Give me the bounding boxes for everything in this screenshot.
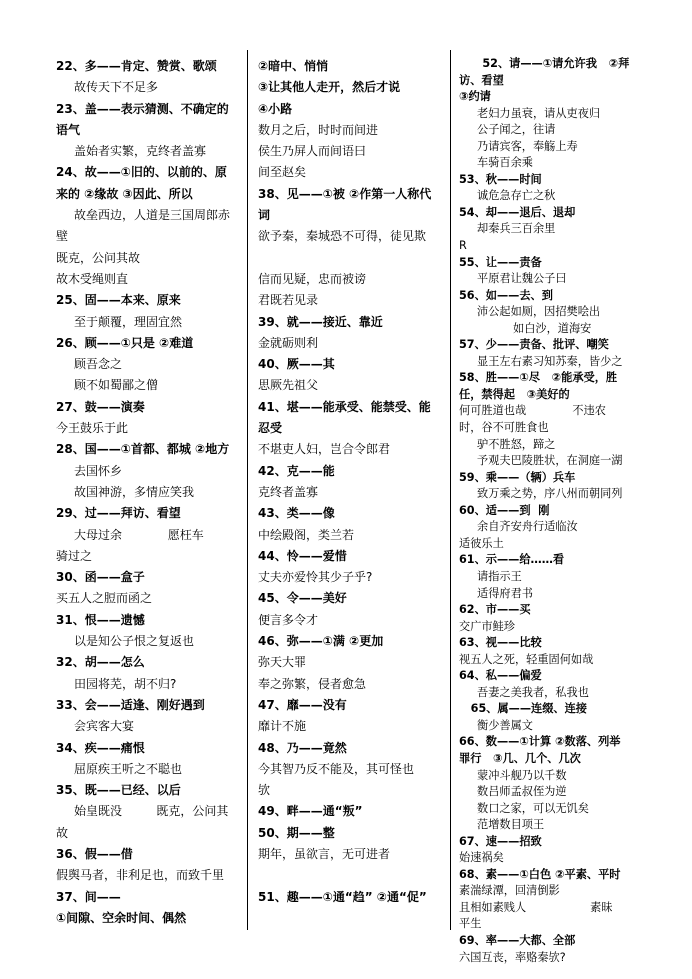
entry-heading: 27、鼓——演奏 bbox=[56, 399, 145, 414]
example-sentence: 如白沙，道海安 bbox=[513, 321, 592, 335]
entry-heading: 58、胜——①尽 ②能承受，胜 bbox=[459, 371, 618, 385]
entry-heading: 59、乘——（辆）兵车 bbox=[459, 470, 576, 484]
example-sentence: 适彼乐土 bbox=[459, 536, 504, 550]
entry-heading: 62、市——买 bbox=[459, 603, 531, 617]
entry-heading: 26、顾——①只是 ②难道 bbox=[56, 335, 194, 350]
example-sentence: 间至赵矣 bbox=[258, 165, 307, 180]
entry-heading: 访、看望 bbox=[459, 73, 504, 87]
entry-heading: 罪行 ③几、几个、几次 bbox=[459, 751, 581, 765]
entry-heading: 25、固——本来、原来 bbox=[56, 293, 181, 308]
entry-heading: 23、盖——表示猜测、不确定的 bbox=[56, 101, 229, 116]
entry-heading: 47、靡——没有 bbox=[258, 697, 347, 712]
example-sentence: 余自齐安舟行适临汝 bbox=[477, 520, 578, 534]
example-sentence: 衡少善属文 bbox=[477, 718, 533, 732]
example-sentence: 既克，公问其故 bbox=[56, 250, 141, 265]
column-right bbox=[459, 56, 643, 966]
example-sentence: 公子闻之，往请 bbox=[477, 123, 556, 137]
example-sentence: 今王鼓乐于此 bbox=[56, 421, 129, 436]
example-sentence: R bbox=[459, 239, 467, 253]
example-sentence: 便言多令才 bbox=[258, 612, 319, 627]
example-sentence: 中绘殿阁，类兰若 bbox=[258, 527, 355, 542]
entry-heading: 46、弥——①满 ②更加 bbox=[258, 634, 384, 649]
example-sentence: 去国怀乡 bbox=[74, 463, 123, 478]
example-sentence: 会宾客大宴 bbox=[74, 719, 135, 734]
example-sentence: 平原君让魏公子曰 bbox=[477, 272, 567, 286]
entry-heading: 来的 ②缘故 ③因此、所以 bbox=[56, 186, 193, 201]
entry-heading: ③约请 bbox=[459, 90, 491, 104]
entry-heading: 33、会——适逢、刚好遇到 bbox=[56, 697, 205, 712]
entry-heading: 44、怜——爱惜 bbox=[258, 548, 347, 563]
example-sentence: 弥天大罪 bbox=[258, 655, 307, 670]
example-sentence: 且相如素贱人 素昧 bbox=[459, 900, 613, 914]
example-sentence: 故木受绳则直 bbox=[56, 271, 129, 286]
example-sentence: 以是知公子恨之复返也 bbox=[74, 634, 195, 649]
example-sentence: 金就砺则利 bbox=[258, 335, 319, 350]
example-sentence: 诚危急存亡之秋 bbox=[477, 189, 556, 203]
example-sentence: 克终者盖寡 bbox=[258, 484, 319, 499]
example-sentence: 故国神游，多情应笑我 bbox=[74, 484, 195, 499]
entry-heading: 61、示——给……看 bbox=[459, 553, 565, 567]
entry-heading: 67、速——招致 bbox=[459, 834, 542, 848]
example-sentence: 故垒西边，人道是三国周郎赤 bbox=[74, 208, 231, 223]
example-sentence: 蒙冲斗舰乃以千数 bbox=[477, 768, 567, 782]
example-sentence: 吾妻之美我者，私我也 bbox=[477, 685, 589, 699]
entry-heading: 55、让——责备 bbox=[459, 255, 542, 269]
example-sentence: 今其智乃反不能及，其可怪也 bbox=[258, 761, 415, 776]
example-sentence: 靡计不施 bbox=[258, 719, 307, 734]
example-sentence: 奉之弥繁，侵者愈急 bbox=[258, 676, 367, 691]
example-sentence: 致万乘之势，序八州而朝同列 bbox=[477, 487, 623, 501]
entry-heading: 任，禁得起 ③美好的 bbox=[459, 387, 570, 401]
entry-heading: 35、既——已经、以后 bbox=[56, 783, 181, 798]
example-sentence: 何可胜道也哉 不违农 bbox=[459, 404, 606, 418]
entry-heading: 22、多——肯定、赞赏、歌颂 bbox=[56, 59, 217, 73]
column-divider-right bbox=[450, 50, 451, 930]
example-sentence: 大母过余 愿枉车 bbox=[74, 527, 204, 542]
entry-heading: 32、胡——怎么 bbox=[56, 655, 145, 670]
entry-heading: 30、函——盒子 bbox=[56, 570, 145, 585]
entry-heading: 40、厥——其 bbox=[258, 357, 335, 372]
entry-heading: 54、却——退后、退却 bbox=[459, 205, 576, 219]
entry-heading: 64、私——偏爱 bbox=[459, 669, 542, 683]
example-sentence: 期年，虽欲言，无可进者 bbox=[258, 846, 391, 861]
example-sentence: 老妇力虽衰，请从吏夜归 bbox=[477, 106, 601, 120]
example-sentence: 素湍绿潭，回清倒影 bbox=[459, 884, 560, 898]
example-sentence: 屈原疾王听之不聪也 bbox=[74, 761, 183, 776]
example-sentence: 车骑百余乘 bbox=[477, 156, 533, 170]
example-sentence: 驴不胜怒，蹄之 bbox=[477, 437, 556, 451]
example-sentence: 顾吾念之 bbox=[74, 357, 123, 372]
example-sentence bbox=[258, 865, 444, 886]
entry-heading: 34、疾——痛恨 bbox=[56, 740, 145, 755]
column-divider-left bbox=[247, 50, 248, 930]
column-left bbox=[56, 56, 242, 929]
entry-heading: 51、趣——①通“趋” ②通“促” bbox=[258, 889, 427, 904]
example-sentence: 视五人之死，轻重固何如哉 bbox=[459, 652, 594, 666]
entry-heading: 29、过——拜访、看望 bbox=[56, 506, 181, 521]
entry-heading: 43、类——像 bbox=[258, 506, 335, 521]
column-middle bbox=[258, 56, 444, 908]
example-sentence: 不堪吏人妇，岂合令郎君 bbox=[258, 442, 391, 457]
entry-heading: 53、秋——时间 bbox=[459, 172, 542, 186]
entry-heading: 50、期——整 bbox=[258, 825, 335, 840]
entry-heading: 38、见——①被 ②作第一人称代 bbox=[258, 186, 432, 201]
entry-heading: 66、数——①计算 ②数落、列举 bbox=[459, 735, 621, 749]
example-sentence: 平生 bbox=[459, 917, 482, 931]
entry-heading: 52、请——①请允许我 ②拜 bbox=[459, 57, 630, 70]
example-sentence: 田园将芜，胡不归? bbox=[74, 676, 177, 691]
example-sentence: 交广市鲑珍 bbox=[459, 619, 515, 633]
example-sentence: 始皇既没 既克，公问其 bbox=[74, 804, 229, 819]
entry-heading: 49、畔——通“叛” bbox=[258, 804, 363, 819]
example-sentence: 却秦兵三百余里 bbox=[477, 222, 556, 236]
entry-heading: 词 bbox=[258, 208, 271, 223]
entry-heading: 24、故——①旧的、以前的、原 bbox=[56, 165, 227, 180]
example-sentence: 数口之家，可以无饥矣 bbox=[477, 801, 589, 815]
example-sentence: 始速祸矣 bbox=[459, 851, 504, 865]
example-sentence: 至于颠覆，理固宜然 bbox=[74, 314, 183, 329]
example-sentence: 六国互丧，率赂秦欤? bbox=[459, 950, 566, 964]
example-sentence bbox=[258, 248, 444, 269]
example-sentence: 显王左右素习知苏秦，皆少之 bbox=[477, 354, 623, 368]
entry-heading: ①间隙、空余时间、偶然 bbox=[56, 910, 187, 925]
entry-heading: 42、克——能 bbox=[258, 463, 335, 478]
example-sentence: 适得府君书 bbox=[477, 586, 533, 600]
entry-heading: ②暗中、悄悄 bbox=[258, 59, 329, 73]
example-sentence: 乃请宾客，奉觞上寿 bbox=[477, 139, 578, 153]
example-sentence: 故 bbox=[56, 825, 69, 840]
example-sentence: 沛公起如厕，因招樊哙出 bbox=[477, 305, 601, 319]
entry-heading: 31、恨——遗憾 bbox=[56, 612, 145, 627]
entry-heading: ④小路 bbox=[258, 101, 293, 116]
entry-heading: 36、假——借 bbox=[56, 846, 133, 861]
example-sentence: 予观夫巴陵胜状，在洞庭一湖 bbox=[477, 454, 623, 468]
example-sentence: 欤 bbox=[258, 783, 271, 798]
example-sentence: 信而见疑，忠而被谤 bbox=[258, 271, 367, 286]
entry-heading: 28、国——①首都、都城 ②地方 bbox=[56, 442, 230, 457]
entry-heading: 41、堪——能承受、能禁受、能 bbox=[258, 399, 431, 414]
entry-heading: ③让其他人走开，然后才说 bbox=[258, 80, 401, 95]
example-sentence: 时，谷不可胜食也 bbox=[459, 421, 549, 435]
entry-heading: 65、属——连缀、连接 bbox=[459, 702, 587, 716]
example-sentence: 请指示王 bbox=[477, 569, 522, 583]
entry-heading: 69、率——大都、全部 bbox=[459, 933, 576, 947]
entry-heading: 56、如——去、到 bbox=[459, 288, 553, 302]
example-sentence: 欲予秦，秦城恐不可得，徒见欺 bbox=[258, 229, 427, 244]
entry-heading: 45、令——美好 bbox=[258, 591, 347, 606]
example-sentence: 故传天下不足多 bbox=[74, 80, 159, 95]
example-sentence: 顾不如蜀鄙之僧 bbox=[74, 378, 159, 393]
entry-heading: 63、视——比较 bbox=[459, 636, 542, 650]
example-sentence: 数月之后，时时而间进 bbox=[258, 122, 379, 137]
entry-heading: 60、适——到 刚 bbox=[459, 503, 550, 517]
entry-heading: 68、素——①白色 ②平素、平时 bbox=[459, 867, 621, 881]
entry-heading: 39、就——接近、靠近 bbox=[258, 314, 383, 329]
example-sentence: 假舆马者，非利足也，而致千里 bbox=[56, 868, 225, 883]
entry-heading: 48、乃——竟然 bbox=[258, 740, 347, 755]
example-sentence: 范增数目项王 bbox=[477, 818, 545, 832]
entry-heading: 37、间—— bbox=[56, 889, 121, 904]
entry-heading: 57、少——责备、批评、嘲笑 bbox=[459, 338, 609, 352]
entry-heading: 忍受 bbox=[258, 421, 283, 436]
example-sentence: 买五人之脰而函之 bbox=[56, 591, 153, 606]
example-sentence: 壁 bbox=[56, 229, 69, 244]
example-sentence: 数吕师孟叔侄为逆 bbox=[477, 785, 567, 799]
example-sentence: 丈夫亦爱怜其少子乎? bbox=[258, 570, 373, 585]
example-sentence: 盖始者实繁，克终者盖寡 bbox=[74, 144, 207, 159]
example-sentence: 思厥先祖父 bbox=[258, 378, 319, 393]
entry-heading: 语气 bbox=[56, 122, 81, 137]
example-sentence: 君既若见录 bbox=[258, 293, 319, 308]
example-sentence: 骑过之 bbox=[56, 548, 93, 563]
example-sentence: 侯生乃屏人而间语曰 bbox=[258, 144, 367, 159]
